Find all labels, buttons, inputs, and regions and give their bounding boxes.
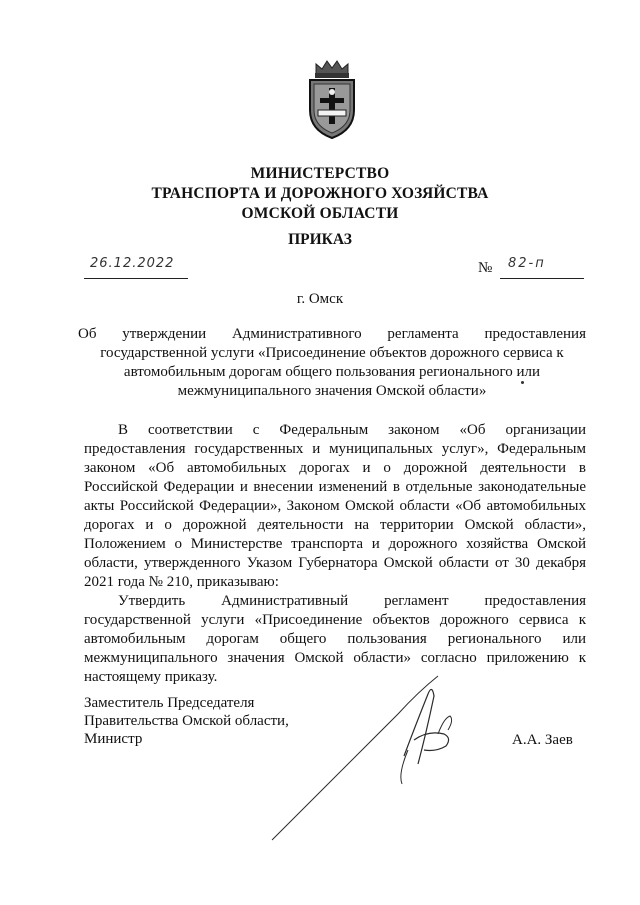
order-body: [84, 421, 586, 687]
ministry-name-line2: ТРАНСПОРТА И ДОРОЖНОГО ХОЗЯЙСТВА: [151, 185, 489, 202]
subject-line4: межмуниципального значения Омской области»: [177, 383, 487, 399]
body-paragraph-decision: Утвердить Административный регламент предоставления государственной услуги «Присоединение объектов дорожного сервиса к автомобильным дорогам общего пользования регионального или межмуниципального значения Омской области» согласно приложению к настоящему приказу.: [84, 593, 586, 685]
signatory-name: А.А. Заев: [512, 732, 573, 748]
subject-line3: автомобильным дорогам общего пользования регионального или: [123, 364, 541, 380]
ministry-name-line1: МИНИСТЕРСТВО: [250, 165, 390, 182]
order-number-field: [500, 254, 584, 279]
order-date-field: [84, 254, 188, 279]
order-title: ПРИКАЗ: [288, 231, 352, 248]
position-line3: Министр: [84, 731, 143, 747]
signatory-position: [84, 694, 289, 748]
body-paragraph-preamble: В соответствии с Федеральным законом «Об организации предоставления государственных и муниципальных услуг», Федеральным законом «Об автомобильных дорогах и о дорожной деятельности в Российской Федерации и внесении изменений в отдельные законодательные акты Российской Федерации», Законом Омской области «Об автомобильных дорогах и о дорожной деятельности на территории Омской области», Положением о Министерстве транспорта и дорожного хозяйства Омской области, утвержденного Указом Губернатора Омской области от 30 декабря 2021 года № 210, приказываю:: [84, 422, 586, 590]
order-subject: [78, 325, 586, 401]
position-line1: Заместитель Председателя: [84, 695, 255, 711]
order-city: г. Омск: [296, 291, 344, 307]
ministry-name-line3: ОМСКОЙ ОБЛАСТИ: [241, 205, 399, 222]
subject-line1: Об утверждении Административного регламента предоставления: [78, 326, 586, 342]
order-date: 26.12.2022: [90, 256, 175, 271]
subject-line2: государственной услуги «Присоединение объектов дорожного сервиса к: [100, 345, 564, 361]
order-number: 82-п: [508, 256, 546, 271]
coat-of-arms-icon: [302, 58, 362, 140]
order-number-label: №: [478, 260, 493, 276]
position-line2: Правительства Омской области,: [84, 713, 289, 729]
stray-dot: [521, 381, 524, 384]
handwritten-signature: [268, 664, 464, 842]
